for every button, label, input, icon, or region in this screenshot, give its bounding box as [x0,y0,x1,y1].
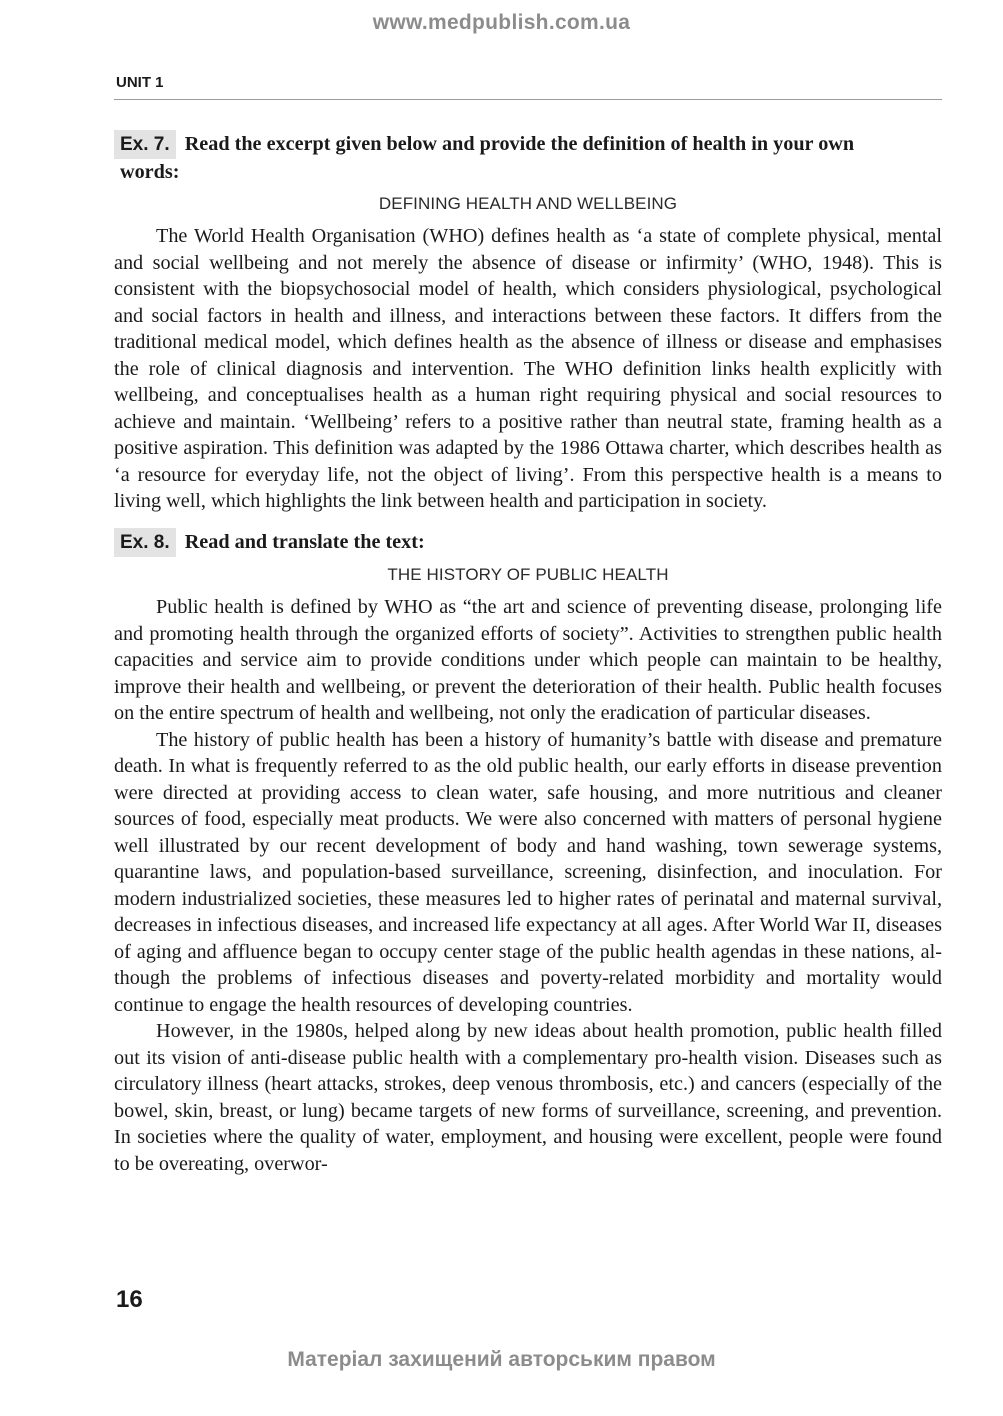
section-title-history-public-health: THE HISTORY OF PUBLIC HEALTH [387,564,669,584]
spacer [114,515,942,528]
exercise-8-heading [114,528,942,557]
exercise-8-instruction: Read and translate the text: [184,530,425,553]
page-content [114,130,942,1177]
page-number: 16 [116,1286,143,1313]
exercise-7-instruction-cont: words: [120,161,180,183]
site-url-watermark: www.medpublish.com.ua [372,11,631,34]
exercise-7-instruction: Read the excerpt given below and provide the definition of health in your own [184,133,855,155]
paragraph-defining-health: The World Health Organisation (WHO) defines health as ‘a state of complete physical, mental and social wellbeing and not merely the absence of disease or infirmity’ (WHO, 1948). This is consistent with the biopsychosocial model of health, which considers physiological, psychological and social factors in health and illness, and interactions between these factors. It differs from the traditional medical model, which defines health as the absence of illness or disease and emphasises the role of clinical diagnosis and intervention. The WHO definition links health explicitly with wellbeing, and conceptualises health as a human right requiring physical and social resources to achieve and maintain. ‘Wellbeing’ refers to a positive rather than neutral state, framing health as a positive aspiration. This definition was adapted by the 1986 Ottawa charter, which describes health as ‘a resource for everyday life, not the object of living’. From this perspective health is a means to living well, which highlights the link between health and participation in society. [114,225,942,512]
header-divider [114,99,942,100]
paragraph-public-health-definition: Public health is defined by WHO as “the art and science of preventing disease, prolonging life and promoting health through the organized efforts of society”. Activities to strengthen public health capacities and service aim to provide conditions under which people can maintain to be healthy, improve their health and wellbeing, or prevent the deterioration of their health. Public health focuses on the entire spectrum of health and wellbeing, not only the eradication of particular diseases. [114,596,942,724]
exercise-7-heading [114,130,942,186]
section-title-defining-health: DEFINING HEALTH AND WELLBEING [378,193,678,213]
paragraph-1980s: However, in the 1980s, helped along by new ideas about health promotion, public health filled out its vision of anti-disease public health with a complementary pro-health vision. Diseases such as circulatory illness (heart attacks, strokes, deep venous thrombosis, etc.) and cancers (especially of the bowel, skin, breast, or lung) became targets of new forms of surveillance, screening, and prevention. In societies where the quality of water, employment, and housing were excellent, people were found to be overeating, overwor- [114,1020,942,1175]
copyright-watermark: Матеріал захищений авторським правом [287,1348,716,1371]
exercise-8-label: Ex. 8. [114,528,176,557]
exercise-7-label: Ex. 7. [114,130,176,159]
paragraph-history: The history of public health has been a history of humanity’s battle with disease and premature death. In what is frequently referred to as the old public health, our early efforts in disease prevention were directed at providing access to clean water, safe housing, and more nutritious and cleaner sources of food, especially meat products. We were also concerned with matters of personal hygiene well illustrated by our recent development of body and hand washing, town sewerage systems, quarantine laws, and population-based surveillance, screening, disinfection, and inoculation. For modern industrialized societies, these measures led to higher rates of perinatal and maternal survival, decreases in infectious diseases, and increased life expectancy at all ages. After World War II, diseases of aging and affluence began to occupy center stage of the public health agendas in these nations, although the problems of infectious diseases and poverty-related morbidity and mortality would continue to engage the health resources of developing countries. [114,728,942,1016]
unit-label: UNIT 1 [116,74,164,91]
